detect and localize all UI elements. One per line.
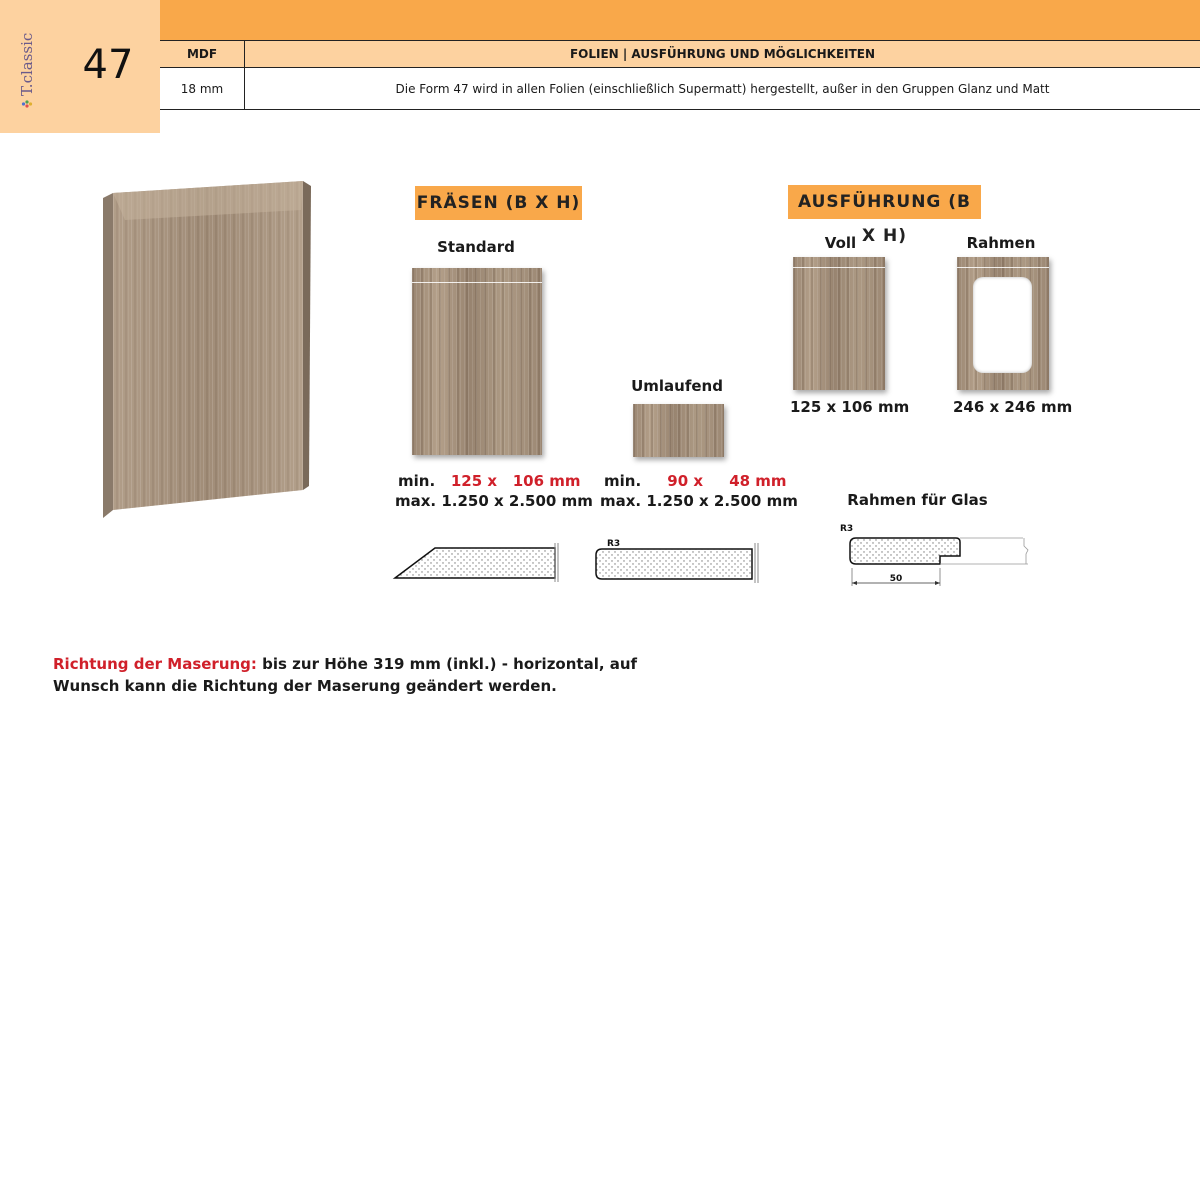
min-label: min. bbox=[398, 472, 436, 490]
umlaufend-edge-profile bbox=[592, 535, 767, 585]
folien-description: Die Form 47 wird in allen Folien (einschließlich Supermatt) hergestellt, außer in den Gruppen Glanz und Matt bbox=[245, 68, 1200, 110]
fraesen-title: FRÄSEN (B X H) bbox=[415, 186, 582, 220]
groove-line bbox=[957, 267, 1049, 268]
note-prefix: Richtung der Maserung: bbox=[53, 655, 257, 673]
rahmen-glas-profile bbox=[838, 520, 1038, 592]
umlaufend-label: Umlaufend bbox=[631, 377, 723, 395]
umlaufend-min-height: 48 mm bbox=[729, 472, 787, 490]
header-band bbox=[0, 0, 1200, 40]
voll-door-swatch bbox=[793, 257, 885, 390]
voll-label: Voll bbox=[824, 234, 857, 252]
standard-min-height: 106 mm bbox=[512, 472, 581, 490]
standard-door-swatch bbox=[412, 268, 542, 455]
groove-line bbox=[412, 282, 542, 283]
rahmen-glas-label: Rahmen für Glas bbox=[847, 491, 988, 509]
standard-min-dims bbox=[398, 472, 581, 490]
min-label: min. bbox=[604, 472, 642, 490]
grain-direction-note bbox=[53, 653, 703, 697]
folien-header: FOLIEN | AUSFÜHRUNG UND MÖGLICHKEITEN bbox=[245, 41, 1200, 68]
mdf-header: MDF bbox=[160, 41, 245, 68]
groove-line bbox=[793, 267, 885, 268]
rahmen-dims: 246 x 246 mm bbox=[953, 398, 1073, 416]
tclassic-logo bbox=[14, 22, 40, 112]
door-panel-image bbox=[95, 180, 320, 525]
standard-min-width: 125 x bbox=[450, 472, 498, 490]
brand-name: T.classic bbox=[18, 32, 36, 96]
form-number: 47 bbox=[82, 42, 134, 88]
radius-label: R3 bbox=[840, 524, 854, 534]
umlaufend-door-swatch bbox=[633, 404, 724, 457]
note-text: bis zur Höhe 319 mm (inkl.) - horizontal, auf Wunsch kann die Richtung der Maserung geändert werden. bbox=[53, 655, 638, 695]
umlaufend-max-dims: max. 1.250 x 2.500 mm bbox=[600, 492, 798, 510]
standard-edge-profile bbox=[390, 540, 565, 585]
umlaufend-min-width: 90 x bbox=[667, 472, 704, 490]
radius-label: R3 bbox=[607, 539, 621, 549]
spec-table-header-row bbox=[160, 41, 1200, 68]
voll-dims: 125 x 106 mm bbox=[790, 398, 910, 416]
standard-max-dims: max. 1.250 x 2.500 mm bbox=[395, 492, 593, 510]
spec-table bbox=[160, 40, 1200, 110]
width-label: 50 bbox=[889, 574, 903, 584]
glass-opening bbox=[973, 277, 1032, 373]
ausfuehrung-title: AUSFÜHRUNG (B X H) bbox=[788, 185, 981, 219]
umlaufend-min-dims bbox=[604, 472, 787, 490]
rahmen-label: Rahmen bbox=[966, 234, 1036, 252]
spec-table-row bbox=[160, 68, 1200, 110]
standard-label: Standard bbox=[437, 238, 515, 256]
rahmen-door-swatch bbox=[957, 257, 1049, 390]
mdf-thickness: 18 mm bbox=[160, 68, 245, 110]
